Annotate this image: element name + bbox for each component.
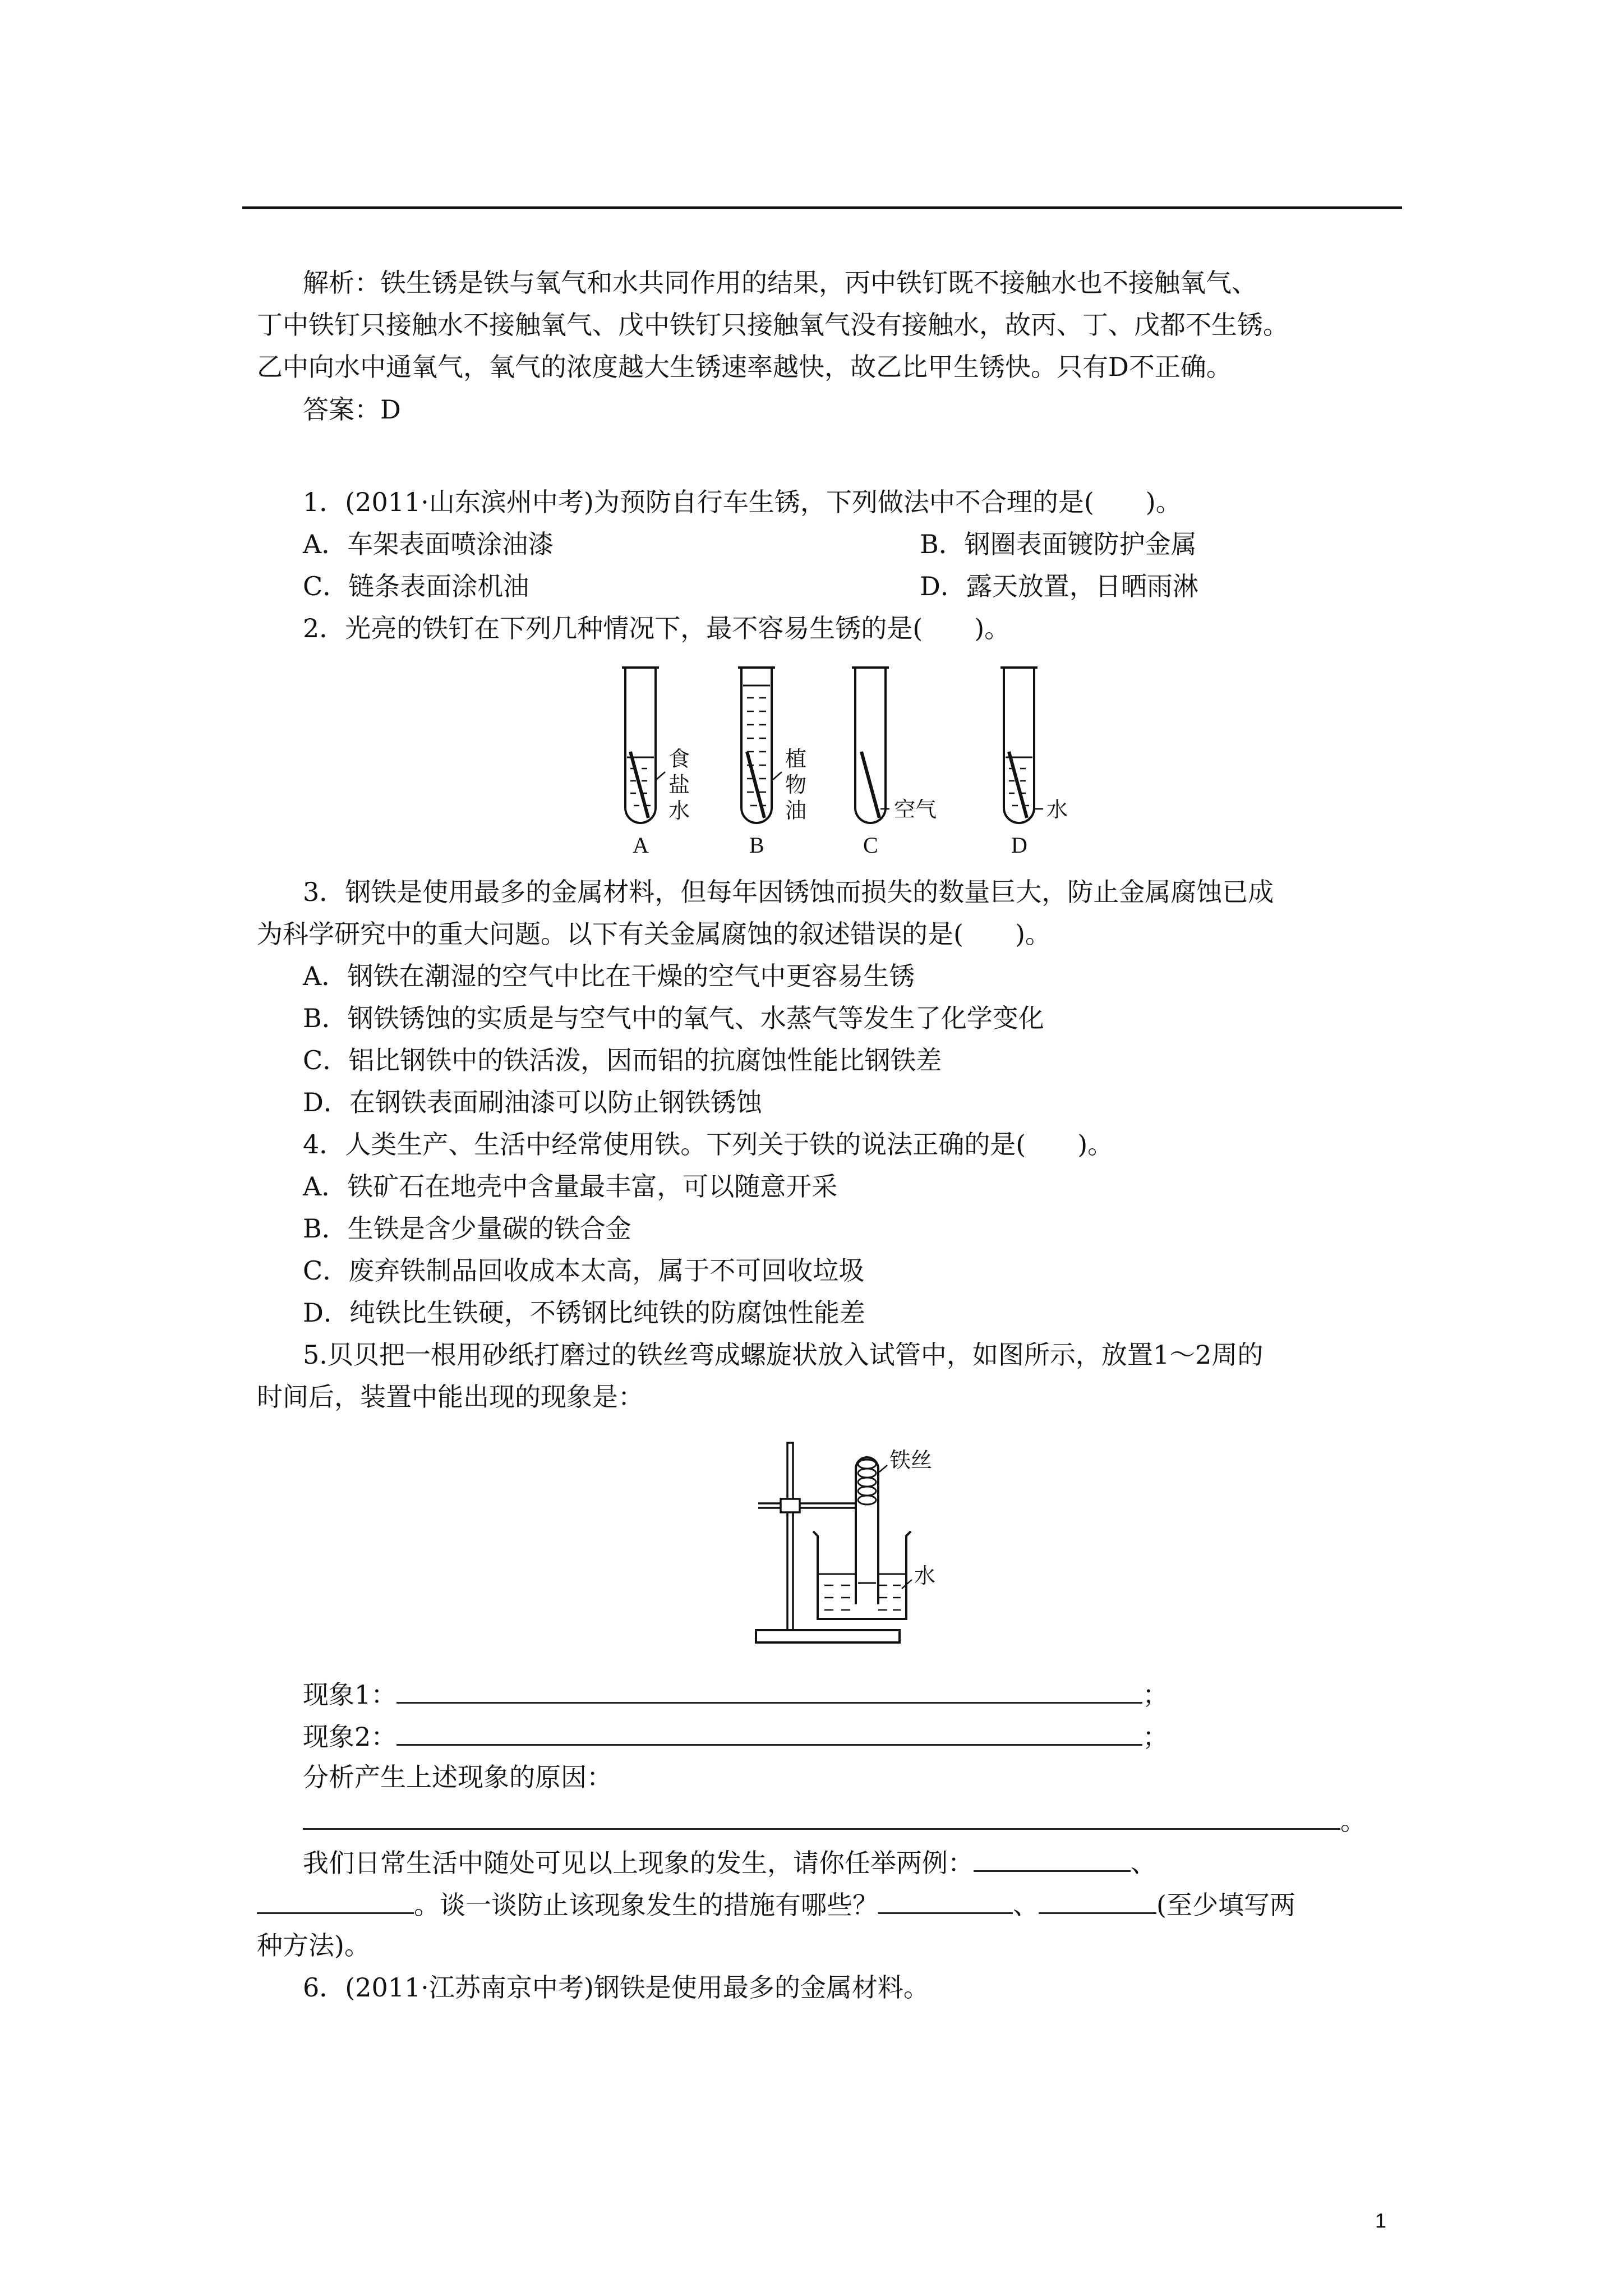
reason-blank[interactable]: [303, 1803, 1340, 1830]
method-1-blank[interactable]: [878, 1888, 1013, 1914]
q5-stem-line-2: 时间后，装置中能出现的现象是：: [257, 1382, 644, 1412]
q3-option-c: C．铝比钢铁中的铁活泼，因而铝的抗腐蚀性能比钢铁差: [303, 1045, 942, 1075]
tube-b-caption: B: [749, 832, 764, 858]
tube-d-caption: D: [1011, 832, 1027, 858]
phenomenon-2-label: 现象2：: [303, 1722, 397, 1752]
example-1-blank[interactable]: [974, 1846, 1131, 1872]
tube-b-label-3: 油: [785, 798, 807, 823]
page-number: 1: [1375, 2209, 1387, 2232]
tube-b-label-1: 植: [785, 747, 807, 771]
q4-stem: 4．人类生产、生活中经常使用铁。下列关于铁的说法正确的是( )。: [303, 1129, 1114, 1159]
tube-b: [738, 668, 806, 858]
phenomenon-1-end: ；: [1142, 1680, 1169, 1710]
reason-prompt: 分析产生上述现象的原因：: [303, 1762, 612, 1792]
prevention-row-end: 种方法)。: [257, 1930, 370, 1961]
daily-examples-row: [303, 1846, 1156, 1879]
tube-d: [1000, 668, 1068, 858]
analysis-line-1: 解析：铁生锈是铁与氧气和水共同作用的结果，丙中铁钉既不接触水也不接触氧气、: [303, 268, 1257, 298]
prevention-row: [257, 1888, 1295, 1921]
phenomenon-1-label: 现象1：: [303, 1680, 397, 1710]
example-2-blank[interactable]: [257, 1888, 414, 1914]
q4-option-b: B．生铁是含少量碳的铁合金: [303, 1213, 631, 1244]
reason-row: [303, 1803, 1366, 1837]
q4-option-a: A．铁矿石在地壳中含量最丰富，可以随意开采: [303, 1171, 838, 1202]
q6-stem: 6．(2011·江苏南京中考)钢铁是使用最多的金属材料。: [303, 1972, 929, 2003]
q3-stem-line-2: 为科学研究中的重大问题。以下有关金属腐蚀的叙述错误的是( )。: [257, 919, 1051, 949]
q3-option-b: B．钢铁锈蚀的实质是与空气中的氧气、水蒸气等发生了化学变化: [303, 1003, 1044, 1033]
q2-test-tube-figure: [594, 662, 1088, 864]
q1-option-d: D．露天放置，日晒雨淋: [920, 571, 1198, 601]
answer: 答案：D: [303, 394, 401, 425]
methods-separator: 、: [1013, 1890, 1039, 1920]
q4-option-c: C．废弃铁制品回收成本太高，属于不可回收垃圾: [303, 1255, 865, 1286]
phenomenon-1-row: [303, 1677, 1168, 1710]
examples-separator: 、: [1131, 1848, 1156, 1878]
water-label: 水: [914, 1563, 936, 1588]
q2-stem: 2．光亮的铁钉在下列几种情况下，最不容易生锈的是( )。: [303, 613, 1011, 643]
iron-wire-label: 铁丝: [889, 1448, 933, 1473]
tube-c-label: 空气: [894, 797, 937, 822]
analysis-line-3: 乙中向水中通氧气，氧气的浓度越大生锈速率越快，故乙比甲生锈快。只有D不正确。: [257, 352, 1232, 382]
tube-a-label-2: 盐: [668, 772, 690, 797]
q1-option-a: A．车架表面喷涂油漆: [303, 529, 554, 559]
daily-examples-text: 我们日常生活中随处可见以上现象的发生，请你任举两例：: [303, 1848, 974, 1878]
q1-stem: 1．(2011·山东滨州中考)为预防自行车生锈，下列做法中不合理的是( )。: [303, 487, 1182, 517]
q4-option-d: D．纯铁比生铁硬，不锈钢比纯铁的防腐蚀性能差: [303, 1297, 865, 1328]
q1-option-b: B．钢圈表面镀防护金属: [920, 529, 1197, 559]
prevention-note: (至少填写两: [1156, 1890, 1295, 1920]
tube-b-label-2: 物: [785, 772, 807, 797]
q5-stem-line-1: 5.贝贝把一根用砂纸打磨过的铁丝弯成螺旋状放入试管中，如图所示，放置1～2周的: [303, 1340, 1264, 1370]
q1-option-c: C．链条表面涂机油: [303, 571, 529, 601]
tube-a-caption: A: [633, 832, 649, 858]
tube-a: [622, 668, 690, 858]
phenomenon-1-blank[interactable]: [396, 1677, 1142, 1704]
header-rule: [242, 206, 1402, 209]
phenomenon-2-end: ；: [1142, 1722, 1169, 1752]
method-2-blank[interactable]: [1039, 1888, 1156, 1914]
q3-stem-line-1: 3．钢铁是使用最多的金属材料，但每年因锈蚀而损失的数量巨大，防止金属腐蚀已成: [303, 877, 1274, 907]
tube-c-caption: C: [863, 832, 878, 858]
tube-c: [852, 668, 937, 858]
tube-d-label: 水: [1046, 797, 1068, 822]
q5-iron-wire-apparatus: [746, 1436, 970, 1660]
phenomenon-2-blank[interactable]: [396, 1719, 1142, 1746]
q3-option-d: D．在钢铁表面刷油漆可以防止钢铁锈蚀: [303, 1087, 762, 1117]
q3-option-a: A．钢铁在潮湿的空气中比在干燥的空气中更容易生锈: [303, 961, 915, 991]
tube-a-label-3: 水: [668, 798, 690, 823]
tube-a-label-1: 食: [668, 747, 690, 771]
prevention-question: 。谈一谈防止该现象发生的措施有哪些？: [414, 1890, 878, 1920]
phenomenon-2-row: [303, 1719, 1168, 1752]
analysis-line-2: 丁中铁钉只接触水不接触氧气、戊中铁钉只接触氧气没有接触水，故丙、丁、戊都不生锈。: [257, 310, 1289, 340]
reason-end: 。: [1340, 1806, 1366, 1836]
